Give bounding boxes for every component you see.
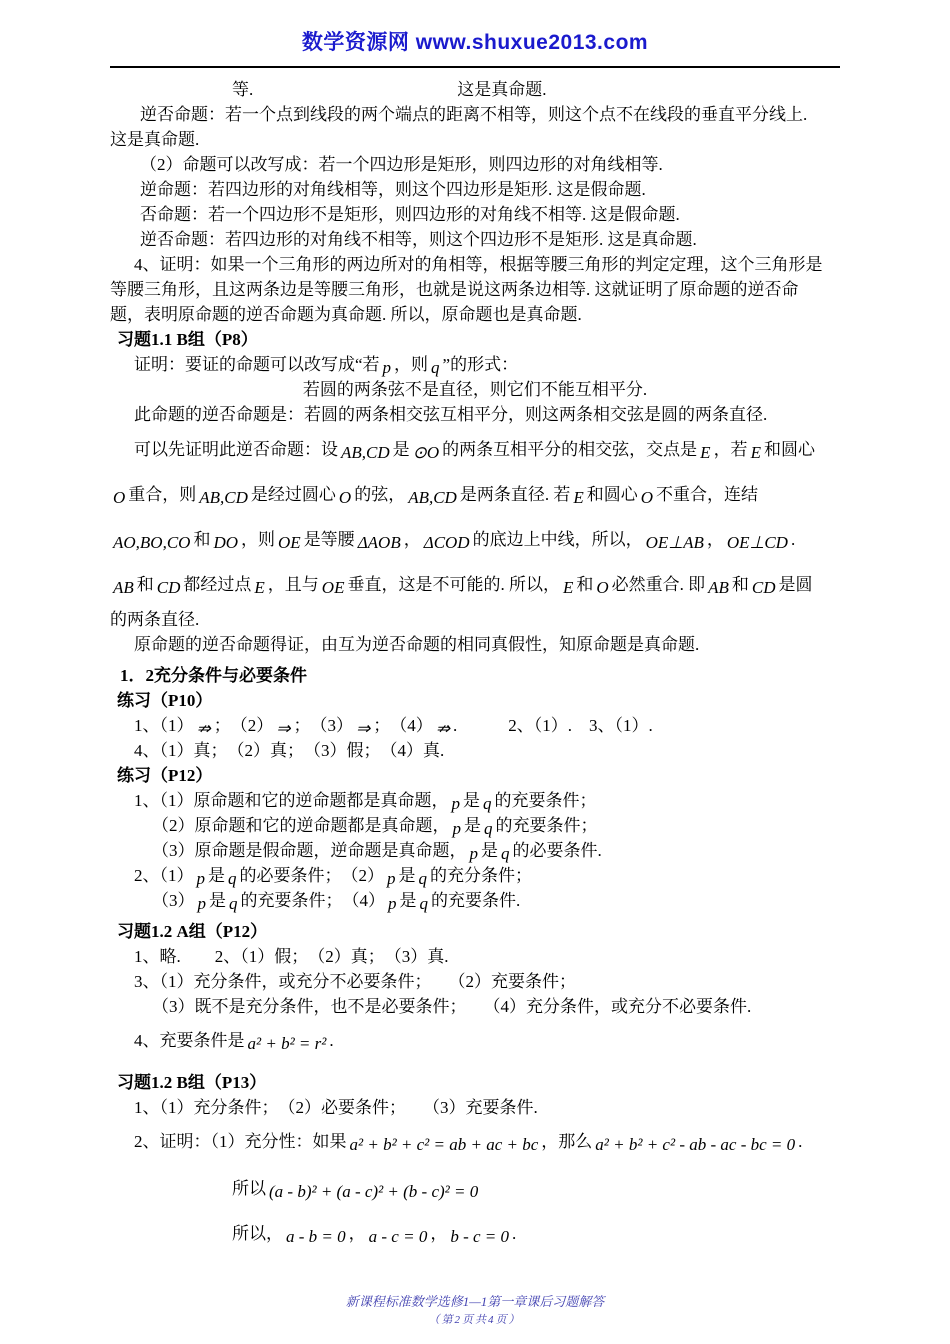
text-run: （2）原命题和它的逆命题都是真命题，	[152, 816, 450, 835]
text-run: 是	[399, 891, 417, 910]
answer-line	[134, 1126, 840, 1157]
text-run: 是	[208, 866, 225, 885]
answer-line	[152, 888, 840, 913]
text-line	[140, 202, 840, 227]
text-run: 的两条直径.	[110, 610, 200, 629]
proof-line	[110, 562, 840, 607]
math-run: O	[640, 488, 654, 507]
text-run: ，	[348, 1224, 366, 1243]
math-run: a² + b² = r²	[247, 1034, 327, 1053]
answer-line	[134, 1095, 840, 1120]
text-run: 的充要条件； （4）	[240, 891, 385, 910]
proof-line	[134, 427, 840, 472]
math-run: OE⊥AB	[645, 533, 704, 552]
answer-line	[134, 863, 840, 888]
text-run: ，	[706, 530, 724, 549]
answer-line	[134, 1025, 840, 1056]
text-run: （2）命题可以改写成：若一个四边形是矩形，则四边形的对角线相等.	[140, 155, 663, 174]
text-run: 是两条直径. 若	[459, 485, 571, 504]
text-run: （3）既不是充分条件，也不是必要条件； （4）充分条件，或充分不必要条件.	[152, 997, 752, 1016]
text-run: 习题1.2 A组（P12）	[117, 922, 268, 941]
section-heading-practice-p10	[117, 688, 840, 713]
proof-line	[110, 517, 840, 562]
text-run: 重合，则	[128, 485, 197, 504]
math-run: AB,CD	[408, 488, 457, 507]
text-run: 逆否命题：若一个点到线段的两个端点的距离不相等，则这个点不在线段的垂直平分线上.	[140, 105, 808, 124]
math-run: E	[750, 443, 761, 462]
text-line	[140, 102, 840, 127]
site-title: 数学资源网 www.shuxue2013.com	[301, 31, 649, 54]
text-run: 2、（1）	[134, 866, 194, 885]
text-run: 练习（P12）	[117, 766, 213, 785]
math-run: ⇏	[196, 719, 211, 738]
math-run: a - b = 0	[286, 1227, 346, 1246]
text-run: . 2、（1）. 3、（1）.	[453, 716, 653, 735]
text-run: 所以，	[232, 1224, 283, 1243]
math-run: p	[388, 894, 397, 913]
math-run: q	[228, 869, 237, 888]
text-line	[140, 152, 840, 177]
answer-line	[134, 969, 840, 994]
text-run: 的必要条件； （2）	[239, 866, 384, 885]
math-run: E	[700, 443, 711, 462]
section-heading-exercise-1-2-a	[117, 919, 840, 944]
section-heading-1-2	[120, 663, 840, 688]
text-run: ； （2）	[213, 716, 274, 735]
math-run: ΔCOD	[423, 533, 470, 552]
footer-page-number: （第2页共4页）	[428, 1314, 522, 1326]
text-run: ，若	[713, 440, 748, 459]
text-run: 逆命题：若四边形的对角线相等，则这个四边形是矩形. 这是假命题.	[140, 180, 646, 199]
math-run: ⇒	[356, 719, 371, 738]
proof-line	[110, 607, 840, 632]
math-run: AO,BO,CO	[113, 533, 191, 552]
text-run: 4、充要条件是	[134, 1031, 245, 1050]
text-run: 的两条互相平分的相交弦，交点是	[442, 440, 698, 459]
text-run: 的底边上中线，所以，	[472, 530, 643, 549]
text-run: 是等腰	[303, 530, 355, 549]
math-run: p	[382, 358, 392, 377]
math-run: p	[387, 869, 396, 888]
text-run: 和圆心	[586, 485, 638, 504]
math-run: q	[483, 794, 492, 813]
footer-title: 新课程标准数学选修1—1第一章课后习题解答	[345, 1294, 605, 1309]
math-run: q	[418, 869, 427, 888]
math-run: OE	[321, 578, 345, 597]
text-run: 是	[463, 791, 480, 810]
text-run: 和	[193, 530, 211, 549]
text-run: 等. 这是真命题.	[232, 80, 547, 99]
text-run: 都经过点	[183, 575, 252, 594]
math-run: p	[469, 844, 478, 863]
text-run: ”的形式：	[442, 355, 519, 374]
text-line	[140, 227, 840, 252]
math-run: p	[197, 894, 206, 913]
text-run: 4、证明：如果一个三角形的两边所对的角相等，根据等腰三角形的判定定理，这个三角形是	[134, 255, 823, 274]
text-run: 的弦，	[354, 485, 406, 504]
text-run: 是	[481, 841, 498, 860]
math-run: p	[196, 869, 205, 888]
math-run: DO	[213, 533, 239, 552]
text-run: 的充要条件；	[495, 816, 598, 835]
text-line	[110, 277, 840, 302]
text-run: ，	[403, 530, 421, 549]
proof-line	[110, 472, 840, 517]
math-run: ΔAOB	[357, 533, 401, 552]
text-run: 可以先证明此逆否命题：设	[134, 440, 338, 459]
proof-step-line	[232, 1218, 840, 1249]
text-run: .	[798, 1132, 803, 1151]
text-line	[110, 302, 840, 327]
text-run: 2、证明：（1）充分性：如果	[134, 1132, 347, 1151]
text-run: （3）	[152, 891, 195, 910]
text-run: ，且与	[267, 575, 319, 594]
math-run: ⊙O	[412, 443, 440, 462]
math-run: q	[501, 844, 510, 863]
text-line	[134, 402, 840, 427]
text-run: 1、略. 2、（1）假； （2）真； （3）真.	[134, 947, 449, 966]
text-run: ，	[430, 1224, 448, 1243]
text-run: 1、（1）	[134, 716, 194, 735]
math-run: AB,CD	[341, 443, 390, 462]
math-run: AB	[113, 578, 134, 597]
text-run: .	[512, 1224, 517, 1243]
math-run: O	[596, 578, 609, 597]
text-run: 逆否命题：若四边形的对角线不相等，则这个四边形不是矩形. 这是真命题.	[140, 230, 697, 249]
page-header	[0, 0, 950, 56]
math-run: ⇒	[276, 719, 291, 738]
text-run: 的必要条件.	[512, 841, 602, 860]
text-run: 证明：要证的命题可以改写成“若	[134, 355, 380, 374]
proof-step-line	[232, 1173, 840, 1204]
text-run: 练习（P10）	[117, 691, 213, 710]
math-run: OE⊥CD	[726, 533, 788, 552]
math-run: E	[562, 578, 574, 597]
text-run: 的充要条件.	[431, 891, 521, 910]
text-run: 1、（1）原命题和它的逆命题都是真命题，	[134, 791, 449, 810]
text-run: 原命题的逆否命题得证，由互为逆否命题的相同真假性，知原命题是真命题.	[134, 635, 700, 654]
math-run: AB,CD	[199, 488, 248, 507]
text-run: .	[329, 1031, 334, 1050]
text-run: ； （4）	[373, 716, 433, 735]
answer-line	[134, 713, 840, 738]
math-run: q	[431, 358, 440, 377]
math-run: E	[573, 488, 584, 507]
math-run: q	[229, 894, 238, 913]
text-line	[134, 352, 840, 377]
header-divider	[110, 66, 840, 68]
answer-line	[152, 994, 840, 1019]
math-run: (a - b)² + (a - c)² + (b - c)² = 0	[269, 1182, 479, 1201]
text-run: 所以	[232, 1179, 266, 1198]
math-run: ⇏	[435, 719, 450, 738]
text-run: 题，表明原命题的逆否命题为真命题. 所以，原命题也是真命题.	[110, 305, 582, 324]
text-run: 和	[731, 575, 749, 594]
math-run: OE	[278, 533, 301, 552]
text-run: 是经过圆心	[250, 485, 336, 504]
answer-line	[134, 944, 840, 969]
text-run: ，则	[394, 355, 429, 374]
answer-line	[134, 788, 840, 813]
math-run: AB	[708, 578, 729, 597]
math-run: p	[452, 819, 461, 838]
text-run: 是圆	[778, 575, 813, 594]
answer-line	[134, 738, 840, 763]
text-run: 的充要条件；	[494, 791, 597, 810]
text-line	[134, 632, 840, 657]
section-heading-practice-p12	[117, 763, 840, 788]
text-run: ； （3）	[293, 716, 353, 735]
text-run: 是	[464, 816, 481, 835]
math-run: CD	[156, 578, 181, 597]
text-run: 和圆心	[763, 440, 815, 459]
text-run: 否命题：若一个四边形不是矩形，则四边形的对角线不相等. 这是假命题.	[140, 205, 680, 224]
text-run: 这是真命题.	[110, 130, 200, 149]
math-run: O	[338, 488, 352, 507]
text-run: 的充分条件；	[430, 866, 532, 885]
page-footer	[0, 1292, 950, 1328]
text-run: ，那么	[541, 1132, 593, 1151]
text-run: 是	[392, 440, 410, 459]
text-run: 是	[398, 866, 416, 885]
text-line	[140, 177, 840, 202]
text-run: 习题1.1 B组（P8）	[117, 330, 258, 349]
document-body	[0, 77, 950, 1249]
text-run: 必然重合. 即	[611, 575, 706, 594]
text-run: 1．2充分条件与必要条件	[120, 666, 307, 685]
answer-line	[152, 813, 840, 838]
math-run: a - c = 0	[368, 1227, 428, 1246]
math-run: q	[419, 894, 428, 913]
text-line	[232, 77, 840, 102]
text-run: 等腰三角形，且这两条边是等腰三角形，也就是说这两条边相等. 这就证明了原命题的逆否命	[110, 280, 799, 299]
math-run: p	[451, 794, 460, 813]
answer-line	[152, 838, 840, 863]
text-run: 垂直，这是不可能的. 所以，	[347, 575, 560, 594]
text-run: .	[790, 530, 796, 549]
text-run: 不重合，连结	[656, 485, 759, 504]
text-run: 习题1.2 B组（P13）	[117, 1073, 267, 1092]
section-heading-exercise-1-2-b	[117, 1070, 840, 1095]
text-run: 1、（1）充分条件； （2）必要条件； （3）充要条件.	[134, 1098, 538, 1117]
math-run: E	[254, 578, 265, 597]
text-run: 是	[209, 891, 226, 910]
math-run: CD	[751, 578, 776, 597]
text-run: 3、（1）充分条件，或充分不必要条件； （2）充要条件；	[134, 972, 576, 991]
text-run: 4、（1）真； （2）真； （3）假； （4）真.	[134, 741, 445, 760]
text-run: 若圆的两条弦不是直径，则它们不能互相平分.	[302, 380, 648, 399]
text-run: （3）原命题是假命题，逆命题是真命题，	[152, 841, 467, 860]
section-heading-exercise-1-1-b	[117, 327, 840, 352]
math-run: b - c = 0	[450, 1227, 510, 1246]
text-run: 和	[136, 575, 154, 594]
text-line	[110, 127, 840, 152]
text-run: ，则	[241, 530, 276, 549]
centered-proposition-line	[110, 377, 840, 402]
text-run: 此命题的逆否命题是：若圆的两条相交弦互相平分，则这两条相交弦是圆的两条直径.	[134, 405, 768, 424]
math-run: q	[484, 819, 493, 838]
math-run: O	[113, 488, 126, 507]
text-line	[134, 252, 840, 277]
text-run: 和	[576, 575, 594, 594]
math-run: a² + b² + c² = ab + ac + bc	[349, 1135, 539, 1154]
math-run: a² + b² + c² - ab - ac - bc = 0	[595, 1135, 796, 1154]
